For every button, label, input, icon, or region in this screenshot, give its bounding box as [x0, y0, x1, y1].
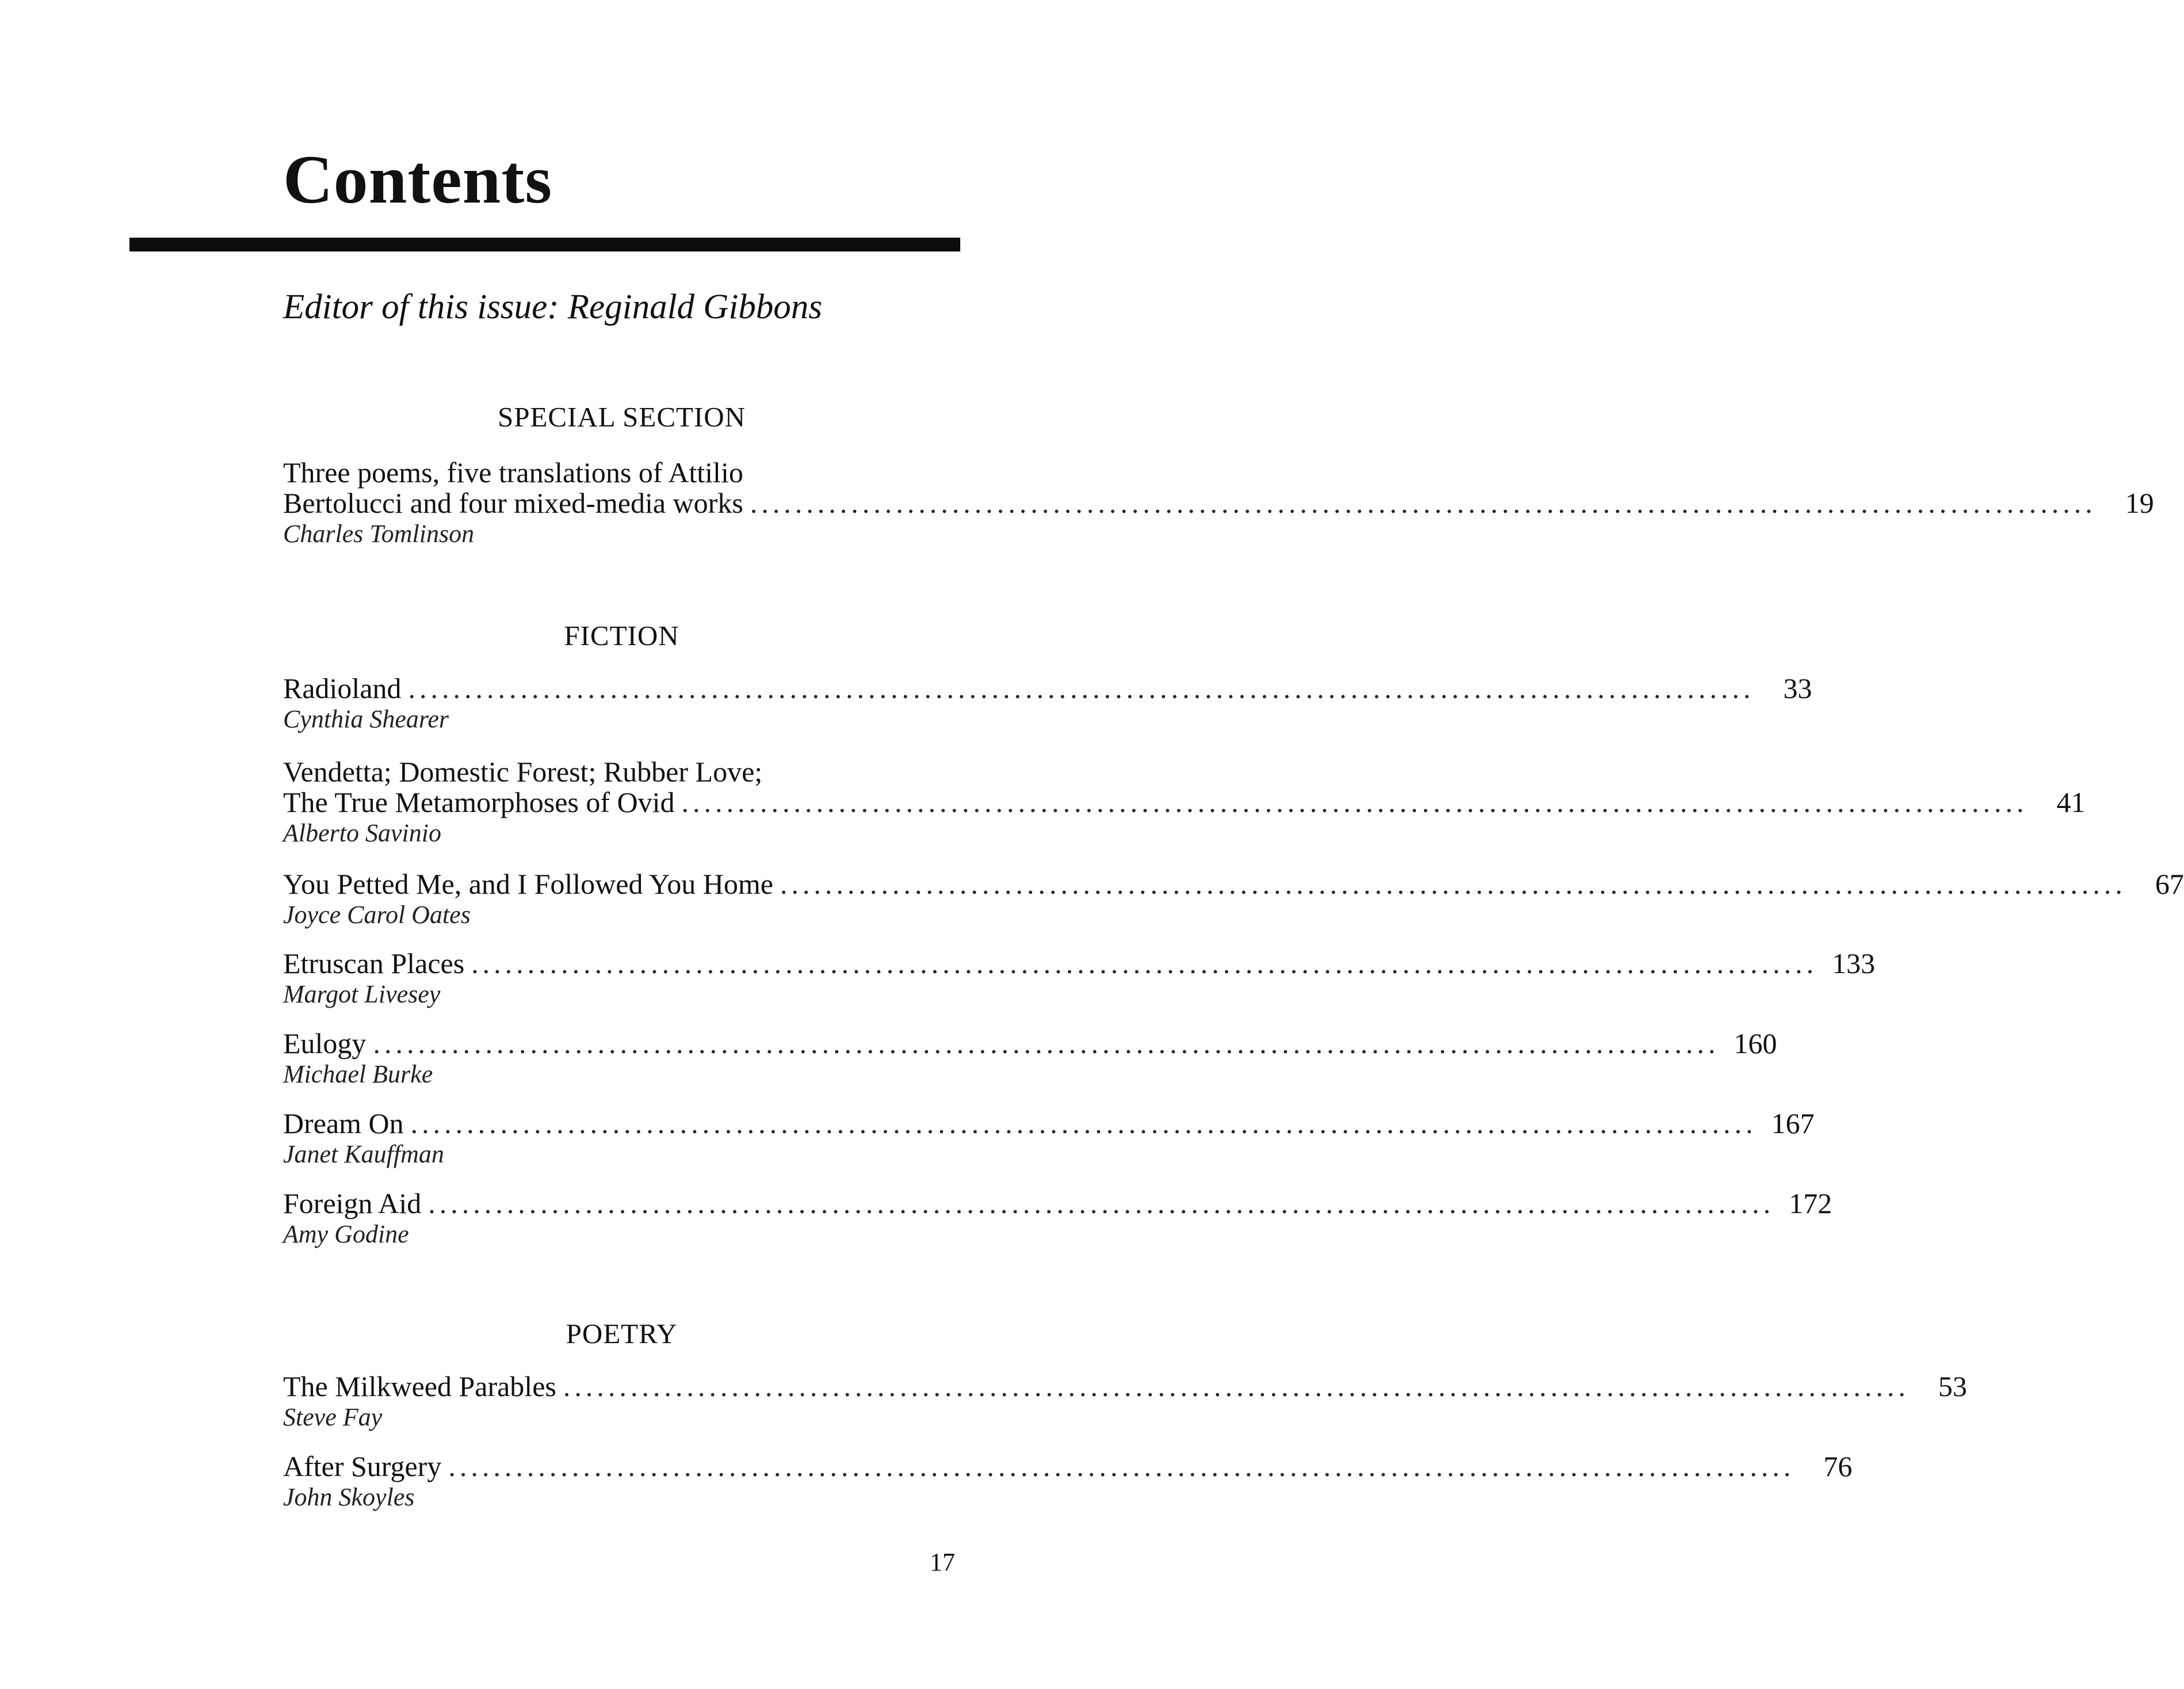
- entry-author: Michael Burke: [283, 1060, 433, 1088]
- toc-entry[interactable]: [283, 868, 2184, 930]
- dot-leader: ........................................................................................................................: [471, 947, 1818, 979]
- entry-author: John Skoyles: [283, 1483, 415, 1511]
- dot-leader: ........................................................................................................................: [750, 487, 2097, 519]
- entry-title: Foreign Aid: [283, 1187, 422, 1219]
- page-number: 17: [930, 1548, 955, 1576]
- entry-author: Amy Godine: [283, 1220, 409, 1248]
- toc-entry[interactable]: [283, 1107, 1815, 1169]
- entry-title: You Petted Me, and I Followed You Home: [283, 868, 773, 900]
- toc-entry[interactable]: [283, 456, 2154, 549]
- entry-title: Dream On: [283, 1107, 404, 1139]
- entry-author: Joyce Carol Oates: [283, 901, 471, 929]
- entry-author: Janet Kauffman: [283, 1140, 444, 1168]
- dot-leader: ........................................................................................................................: [408, 672, 1755, 704]
- entry-title: Etruscan Places: [283, 947, 465, 979]
- dot-leader: ........................................................................................................................: [681, 786, 2028, 818]
- entry-page-number: 67: [2155, 868, 2184, 900]
- entry-page-number: 19: [2125, 487, 2154, 519]
- toc-entry[interactable]: [283, 756, 2086, 848]
- entry-title: Three poems, five translations of Attilio: [283, 456, 743, 489]
- dot-leader: ........................................................................................................................: [563, 1370, 1910, 1402]
- entry-page-number: 76: [1823, 1450, 1853, 1482]
- entry-page-number: 172: [1789, 1187, 1832, 1219]
- entry-title: After Surgery: [283, 1450, 442, 1482]
- page-title: Contents: [283, 141, 553, 218]
- section-heading-fiction: FICTION: [564, 620, 679, 651]
- dot-leader: ........................................................................................................................: [780, 868, 2126, 900]
- toc-entry[interactable]: [283, 1187, 1832, 1249]
- entry-title: Radioland: [283, 672, 402, 704]
- entry-title: Eulogy: [283, 1027, 366, 1059]
- entry-title: The Milkweed Parables: [283, 1370, 556, 1402]
- entry-title: The True Metamorphoses of Ovid: [283, 786, 675, 818]
- dot-leader: ........................................................................................................................: [428, 1187, 1775, 1219]
- toc-entry[interactable]: [283, 1450, 1853, 1512]
- entry-title: Vendetta; Domestic Forest; Rubber Love;: [283, 756, 763, 788]
- entry-page-number: 33: [1783, 672, 1812, 704]
- dot-leader: ........................................................................................................................: [448, 1450, 1795, 1482]
- entry-title: Bertolucci and four mixed-media works: [283, 487, 743, 519]
- toc-entry[interactable]: [283, 672, 1812, 734]
- dot-leader: ........................................................................................................................: [410, 1107, 1757, 1139]
- toc-entry[interactable]: [283, 1370, 1967, 1432]
- section-heading-special: SPECIAL SECTION: [497, 401, 746, 433]
- entry-author: Cynthia Shearer: [283, 705, 449, 733]
- title-rule: [129, 238, 960, 251]
- dot-leader: ........................................................................................................................: [373, 1027, 1720, 1059]
- toc-entry[interactable]: [283, 1027, 1777, 1089]
- entry-page-number: 160: [1734, 1027, 1777, 1059]
- entry-page-number: 133: [1832, 947, 1876, 979]
- section-heading-poetry: POETRY: [566, 1318, 678, 1349]
- entry-author: Alberto Savinio: [283, 819, 441, 847]
- entry-author: Charles Tomlinson: [283, 520, 475, 548]
- entry-author: Margot Livesey: [283, 980, 441, 1008]
- toc-entry[interactable]: [283, 947, 1876, 1009]
- editor-credit: Editor of this issue: Reginald Gibbons: [283, 288, 823, 326]
- entry-author: Steve Fay: [283, 1403, 383, 1431]
- entry-page-number: 53: [1938, 1370, 1967, 1402]
- entry-page-number: 41: [2056, 786, 2086, 818]
- entry-page-number: 167: [1771, 1107, 1815, 1139]
